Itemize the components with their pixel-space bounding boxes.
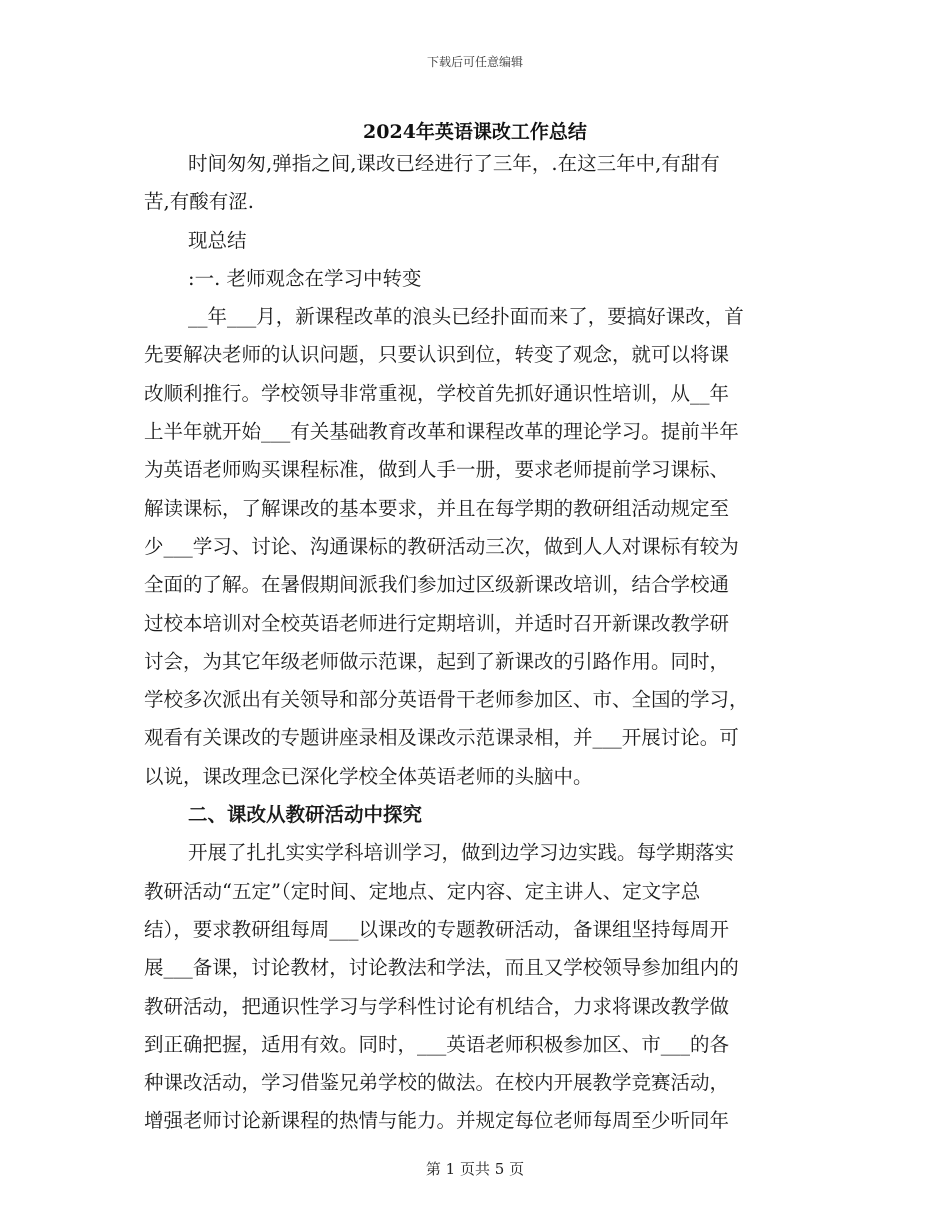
text-line: 种课改活动，学习借鉴兄弟学校的做法。在校内开展教学竞赛活动， bbox=[144, 1071, 730, 1095]
text-line: 开展了扎扎实实学科培训学习，做到边学习边实践。每学期落实 bbox=[188, 841, 735, 865]
text-line: 结），要求教研组每周___以课改的专题教研活动，备课组坚持每周开 bbox=[144, 917, 730, 941]
text-line: 时间匆匆,弹指之间,课改已经进行了三年，.在这三年中,有甜有 bbox=[188, 152, 720, 175]
text-line: 解读课标，了解课改的基本要求，并且在每学期的教研组活动规定至 bbox=[144, 496, 730, 520]
text-line: 学校多次派出有关领导和部分英语骨干老师参加区、市、全国的学习， bbox=[144, 688, 749, 712]
text-line: 全面的了解。在暑假期间派我们参加过区级新课改培训，结合学校通 bbox=[144, 573, 730, 597]
text-line: 观看有关课改的专题讲座录相及课改示范课录相，并___开展讨论。可 bbox=[144, 726, 739, 750]
text-line: :一. 老师观念在学习中转变 bbox=[188, 266, 422, 290]
section-heading: 二、课改从教研活动中探究 bbox=[188, 803, 423, 827]
document-body bbox=[144, 145, 806, 1141]
text-line: 苦,有酸有涩. bbox=[144, 190, 254, 214]
text-line: 现总结 bbox=[188, 228, 247, 252]
text-line: 到正确把握，适用有效。同时，___英语老师积极参加区、市___的各 bbox=[144, 1032, 730, 1056]
text-line: 教研活动“五定”（定时间、定地点、定内容、定主讲人、定文字总 bbox=[144, 879, 701, 903]
text-line: 展___备课，讨论教材，讨论教法和学法，而且又学校领导参加组内的 bbox=[144, 956, 739, 980]
text-line: 以说，课改理念已深化学校全体英语老师的头脑中。 bbox=[144, 764, 593, 788]
text-line: 增强老师讨论新课程的热情与能力。并规定每位老师每周至少听同年 bbox=[144, 1109, 730, 1133]
text-line: 先要解决老师的认识问题，只要认识到位，转变了观念，就可以将课 bbox=[144, 343, 730, 367]
document-title: 2024年英语课改工作总结 bbox=[363, 121, 587, 143]
download-note: 下载后可任意编辑 bbox=[426, 55, 523, 69]
text-line: 教研活动，把通识性学习与学科性讨论有机结合，力求将课改教学做 bbox=[144, 994, 730, 1018]
text-line: 讨会，为其它年级老师做示范课，起到了新课改的引路作用。同时， bbox=[144, 649, 730, 673]
page-number: 第 1 页共 5 页 bbox=[425, 1160, 525, 1178]
text-line: 为英语老师购买课程标准，做到人手一册，要求老师提前学习课标、 bbox=[144, 458, 730, 482]
text-line: 改顺利推行。学校领导非常重视，学校首先抓好通识性培训，从__年 bbox=[144, 381, 730, 405]
text-line: 少___学习、讨论、沟通课标的教研活动三次，做到人人对课标有较为 bbox=[144, 534, 739, 558]
text-line: __年___月，新课程改革的浪头已经扑面而来了，要搞好课改，首 bbox=[188, 305, 744, 329]
text-line: 上半年就开始___有关基础教育改革和课程改革的理论学习。提前半年 bbox=[144, 420, 739, 444]
text-line: 过校本培训对全校英语老师进行定期培训，并适时召开新课改教学研 bbox=[144, 611, 730, 635]
